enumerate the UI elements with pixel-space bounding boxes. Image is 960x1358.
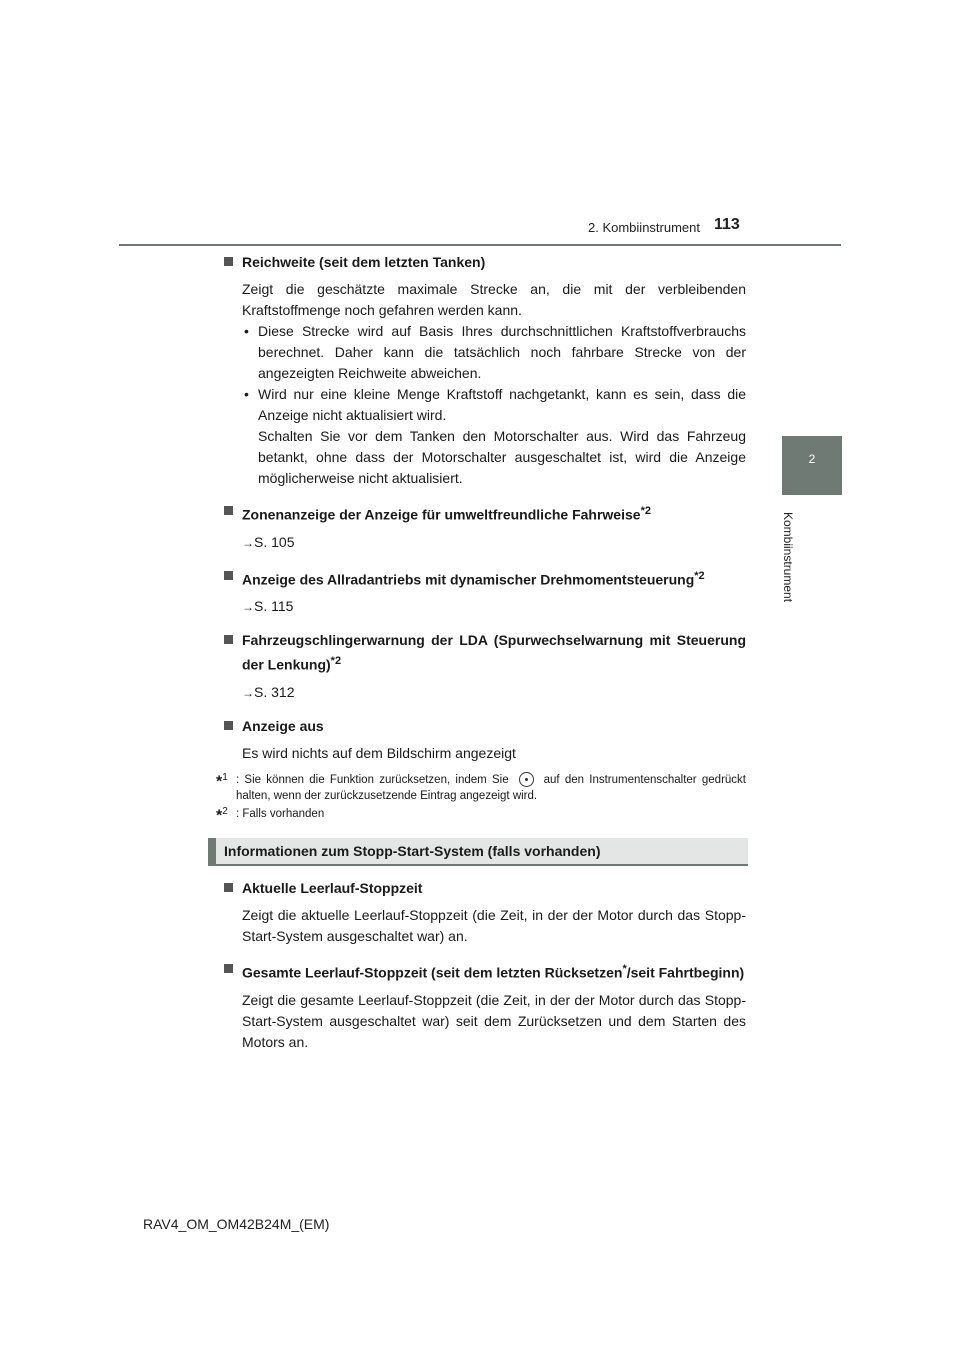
arrow-right-icon: →: [242, 685, 254, 700]
square-bullet-icon: [224, 506, 233, 515]
heading-eco-zone: Zonenanzeige der Anzeige für umweltfreundliche Fahrweise$^{*2}$: [220, 501, 746, 526]
ref-awd[interactable]: →S. 115: [242, 598, 294, 615]
list-item: • Diese Strecke wird auf Basis Ihres durchschnittlichen Kraftstoffverbrauchs berechnet. Daher kann die tatsächlich noch fahrbare Strecke von der angezeigten Reichweite abweichen.: [244, 323, 746, 381]
heading-current-idle-stop: Aktuelle Leerlauf-Stoppzeit: [220, 878, 746, 899]
list-item: • Wird nur eine kleine Menge Kraftstoff nachgetankt, kann es sein, dass die Anzeige nicht aktualisiert wird.: [244, 386, 746, 423]
footnote-1: *$^1$ : Sie können die Funktion zurücksetzen, indem Sie auf den Instrumentenschalter gedrückt halten, wenn der zurückzusetzende Eintrag angezeigt wird.: [216, 771, 746, 802]
section-title: Informationen zum Stopp-Start-System (falls vorhanden): [224, 842, 601, 859]
square-bullet-icon: [224, 257, 233, 266]
heading-display-off: Anzeige aus: [220, 716, 746, 737]
document-code: RAV4_OM_OM42B24M_(EM): [143, 1216, 330, 1232]
heading-range: Reichweite (seit dem letzten Tanken): [220, 252, 746, 273]
header-rule: [119, 244, 841, 246]
text-current-idle-stop: Zeigt die aktuelle Leerlauf-Stoppzeit (die Zeit, in der der Motor durch das Stopp-Start-System ausgeschaltet war) an.: [242, 906, 746, 944]
chapter-number: 2: [808, 452, 816, 466]
text-total-idle-stop: Zeigt die gesamte Leerlauf-Stoppzeit (die Zeit, in der der Motor durch das Stopp-Start-System ausgeschaltet war) seit dem Zurücksetzen und dem Starten des Motors an.: [242, 991, 746, 1050]
arrow-right-icon: →: [242, 535, 254, 550]
arrow-right-icon: →: [242, 600, 254, 615]
heading-awd: Anzeige des Allradantriebs mit dynamischer Drehmomentsteuerung$^{*2}$: [220, 566, 746, 591]
chapter-label-text: Kombiinstrument: [781, 512, 795, 603]
chapter-label: [781, 512, 801, 622]
text-range: Zeigt die geschätzte maximale Strecke an, die mit der verbleibenden Kraftstoffmenge noch gefahren werden kann.: [242, 281, 746, 318]
text-range-bullet2-continued: Schalten Sie vor dem Tanken den Motorschalter aus. Wird das Fahrzeug betankt, ohne dass der Motorschalter ausgeschaltet ist, wird die Anzeige möglicherweise nicht aktualisiert.: [258, 428, 746, 486]
square-bullet-icon: [224, 571, 233, 580]
page-number: 113: [714, 216, 740, 233]
heading-lda: Fahrzeugschlingerwarnung der LDA (Spurwechselwarnung mit Steuerung der Lenkung)$^{*2}$: [220, 630, 746, 676]
heading-total-idle-stop: Gesamte Leerlauf-Stoppzeit (seit dem letzten Rücksetzen*/seit Fahrtbeginn): [220, 959, 746, 984]
instrument-switch-icon: [519, 772, 534, 787]
range-bullet-list: [220, 321, 746, 426]
square-bullet-icon: [224, 721, 233, 730]
page-content: [216, 252, 746, 1053]
ref-lda[interactable]: →S. 312: [242, 683, 295, 700]
footnote-2: *$^2$ : Falls vorhanden: [216, 805, 325, 825]
chapter-tab: [782, 436, 842, 495]
square-bullet-icon: [224, 883, 233, 892]
ref-eco-zone[interactable]: →S. 105: [242, 533, 295, 550]
footnotes: [216, 771, 746, 825]
square-bullet-icon: [224, 964, 233, 973]
section-heading-bar: [208, 838, 748, 864]
header-section-title: 2. Kombiinstrument: [588, 220, 700, 235]
square-bullet-icon: [224, 635, 233, 644]
text-display-off: Es wird nichts auf dem Bildschirm angezeigt: [242, 744, 516, 761]
